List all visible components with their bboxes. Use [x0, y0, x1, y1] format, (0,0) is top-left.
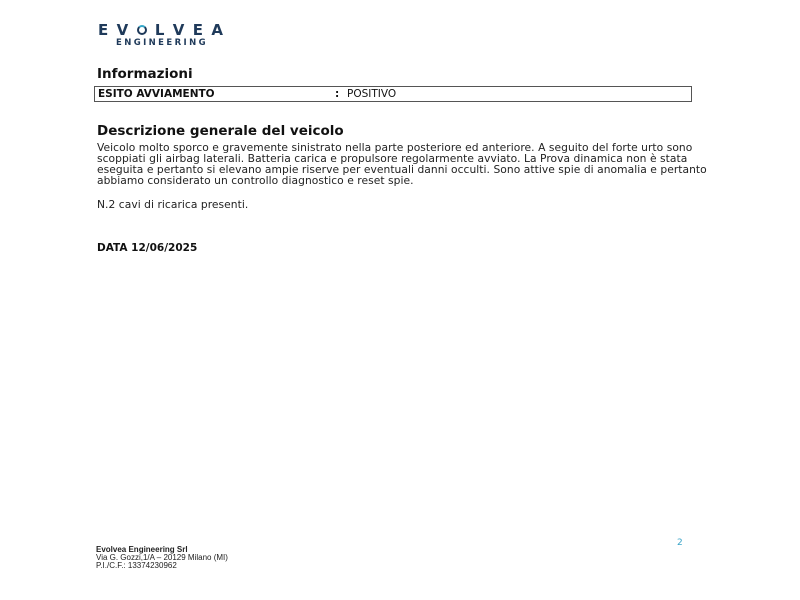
logo-o-ring-icon — [137, 25, 147, 35]
logo-letter: V — [116, 21, 129, 39]
description-heading: Descrizione generale del veicolo — [97, 123, 344, 139]
logo-subtitle: ENGINEERING — [116, 38, 208, 48]
description-paragraph: Veicolo molto sporco e gravemente sinistrato nella parte posteriore ed anteriore. A seguito del forte urto sono scoppiati gli airbag laterali. Batteria carica e propulsore regolarmente avviato. La Prova dinamica non è stata eseguita e pertanto si elevano ampie riserve per eventuali danni occulti. Sono attive spie di anomalia e pertanto abbiamo considerato un controllo diagnostico e reset spie. — [97, 141, 707, 187]
info-separator: : — [335, 88, 340, 100]
page-footer — [96, 546, 228, 570]
page-number: 2 — [677, 538, 683, 548]
description-paragraph: N.2 cavi di ricarica presenti. — [97, 198, 249, 211]
logo-letter: A — [211, 21, 223, 39]
logo-letter: V — [172, 21, 185, 39]
logo-letter: L — [154, 21, 165, 39]
info-value: POSITIVO — [347, 88, 397, 100]
info-heading: Informazioni — [97, 66, 193, 82]
logo-letter: E — [192, 21, 203, 39]
info-key: ESITO AVVIAMENTO — [98, 88, 215, 100]
info-table — [94, 86, 692, 102]
footer-company: Evolvea Engineering Srl — [96, 545, 188, 554]
footer-vat: P.I./C.F.: 13374230962 — [96, 561, 177, 570]
footer-address: Via G. Gozzi,1/A – 20129 Milano (MI) — [96, 553, 228, 562]
logo-wordmark — [98, 22, 223, 38]
logo-letter: E — [98, 21, 109, 39]
company-logo — [98, 22, 223, 48]
report-date: DATA 12/06/2025 — [97, 242, 198, 254]
